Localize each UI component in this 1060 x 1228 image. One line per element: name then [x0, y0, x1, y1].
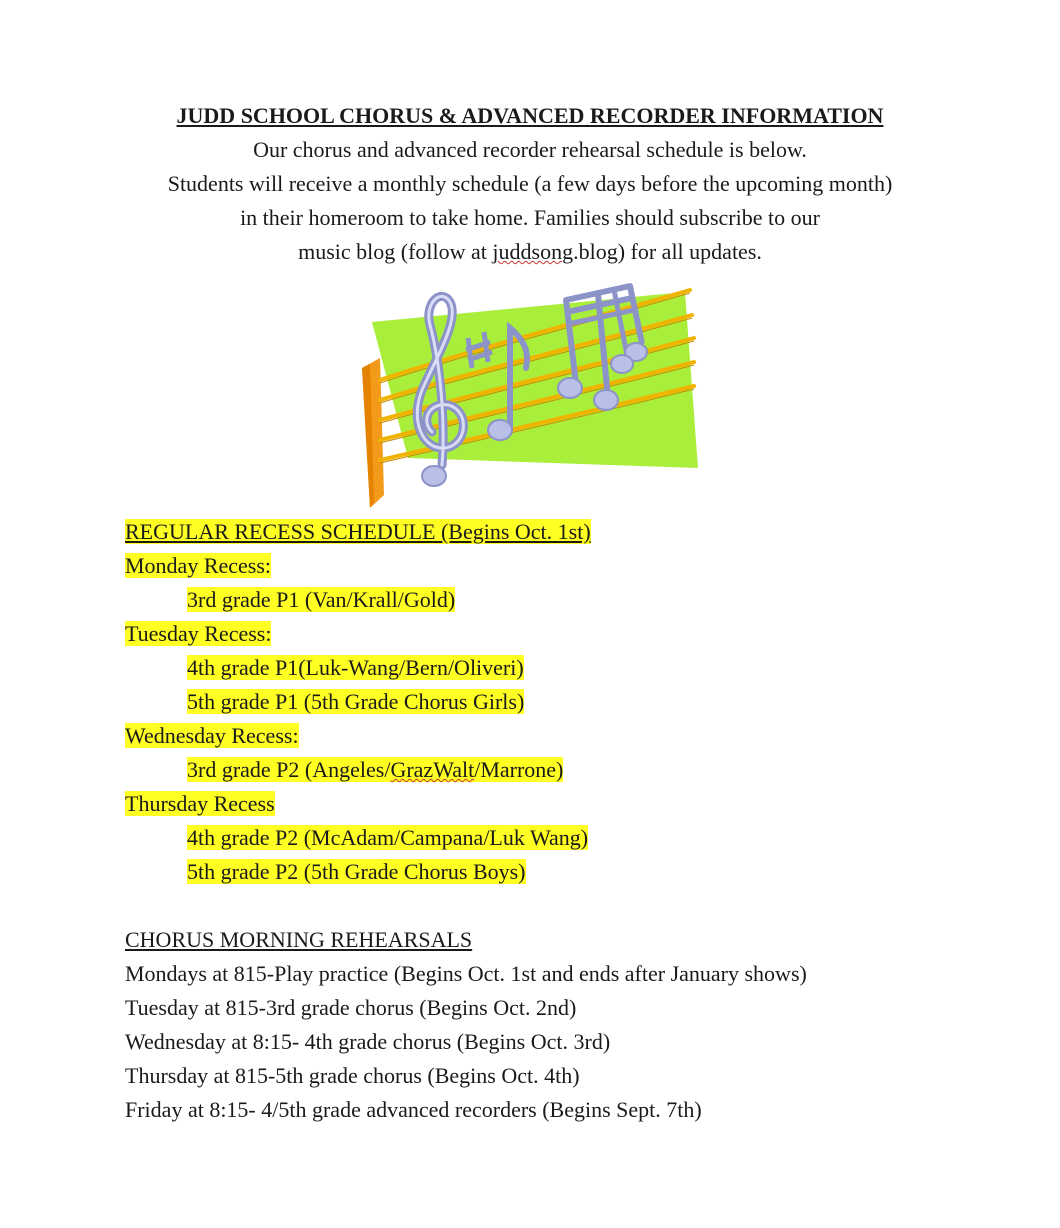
recess-heading: REGULAR RECESS SCHEDULE (Begins Oct. 1st) [125, 519, 591, 544]
morning-heading: CHORUS MORNING REHEARSALS [125, 927, 473, 952]
tuesday-item-1: 4th grade P1(Luk-Wang/Bern/Oliveri) [187, 655, 524, 680]
thursday-row [125, 787, 1025, 821]
intro-line-3: in their homeroom to take home. Families should subscribe to our [240, 205, 820, 230]
tuesday-item-2: 5th grade P1 (5th Grade Chorus Girls) [187, 689, 525, 714]
wednesday-item-1-start: 3rd grade P2 (Angeles/ [187, 757, 391, 782]
intro-line-2: Students will receive a monthly schedule (a few days before the upcoming month) [167, 171, 893, 196]
header-section [0, 99, 1060, 269]
clef-base-dot [422, 466, 446, 486]
schedule-section [125, 515, 1025, 1127]
blog-name: juddsong [492, 239, 574, 264]
thursday-item-2: 5th grade P2 (5th Grade Chorus Boys) [187, 859, 526, 884]
thursday-item-2-row [125, 855, 1025, 889]
wednesday-item-1-end: /Marrone) [474, 757, 564, 782]
monday-item-row [125, 583, 1025, 617]
tuesday-item-1-row [125, 651, 1025, 685]
thursday-item-1-row [125, 821, 1025, 855]
monday-label: Monday Recess: [125, 553, 272, 578]
wednesday-label: Wednesday Recess: [125, 723, 299, 748]
wednesday-row [125, 719, 1025, 753]
morning-item: Mondays at 815-Play practice (Begins Oct. 1st and ends after January shows) [125, 961, 807, 986]
music-notes-clipart [350, 280, 710, 510]
intro-line-4-end: .blog) for all updates. [573, 239, 762, 264]
recess-heading-row [125, 515, 1025, 549]
morning-item: Friday at 8:15- 4/5th grade advanced recorders (Begins Sept. 7th) [125, 1097, 702, 1122]
monday-row [125, 549, 1025, 583]
wednesday-item-1-teacher: GrazWalt [390, 757, 475, 782]
thursday-label: Thursday Recess [125, 791, 275, 816]
tuesday-label: Tuesday Recess: [125, 621, 272, 646]
wednesday-item-row [125, 753, 1025, 787]
wednesday-item-1 [187, 757, 563, 782]
intro-line-4 [0, 235, 1060, 269]
page-title: JUDD SCHOOL CHORUS & ADVANCED RECORDER INFORMATION [176, 103, 884, 128]
monday-item-1: 3rd grade P1 (Van/Krall/Gold) [187, 587, 456, 612]
thursday-item-1: 4th grade P2 (McAdam/Campana/Luk Wang) [187, 825, 589, 850]
intro-line-1: Our chorus and advanced recorder rehearsal schedule is below. [253, 137, 807, 162]
tuesday-row [125, 617, 1025, 651]
morning-heading-row [125, 923, 1025, 957]
morning-item: Wednesday at 8:15- 4th grade chorus (Begins Oct. 3rd) [125, 1029, 611, 1054]
morning-item: Thursday at 815-5th grade chorus (Begins Oct. 4th) [125, 1063, 580, 1088]
section-spacer [125, 889, 1025, 923]
intro-line-4-start: music blog (follow at [298, 239, 493, 264]
morning-item: Tuesday at 815-3rd grade chorus (Begins Oct. 2nd) [125, 995, 577, 1020]
tuesday-item-2-row [125, 685, 1025, 719]
